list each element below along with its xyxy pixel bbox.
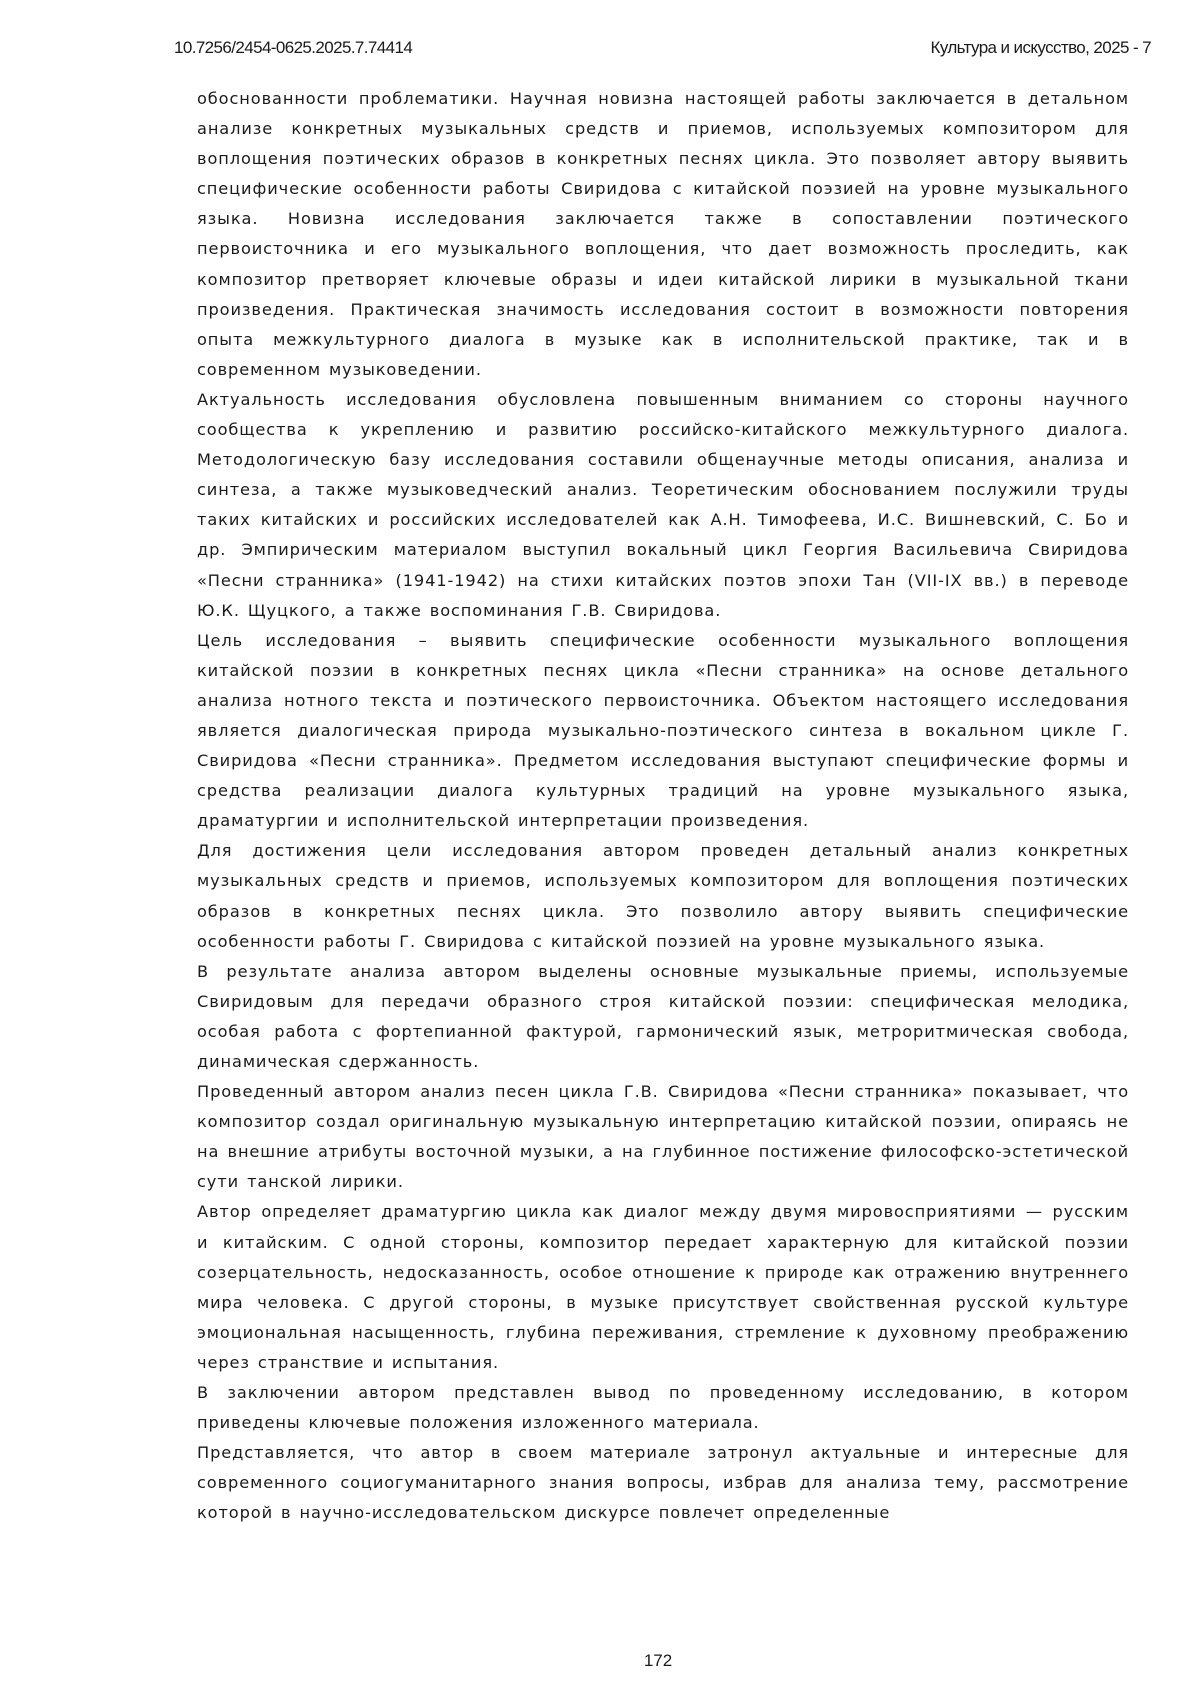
paragraph: В заключении автором представлен вывод по проведенному исследованию, в котором приведены ключевые положения изложенного материала. <box>197 1383 1129 1433</box>
paragraph: Представляется, что автор в своем материале затронул актуальные и интересные для современного социогуманитарного знания вопросы, избрав для анализа тему, рассмотрение которой в научно-исследовательском дискурсе повлечет определенные <box>197 1443 1129 1523</box>
page-number: 172 <box>643 1651 673 1670</box>
article-body <box>197 84 1129 1529</box>
paragraph: Проведенный автором анализ песен цикла Г.В. Свиридова «Песни странника» показывает, что композитор создал оригинальную музыкальную интерпретацию китайской поэзии, опираясь не на внешние атрибуты восточной музыки, а на глубинное постижение философско-эстетической сути танской лирики. <box>197 1082 1129 1192</box>
paragraph: Актуальность исследования обусловлена повышенным вниманием со стороны научного сообщества к укреплению и развитию российско-китайского межкультурного диалога. Методологическую базу исследования составили общенаучные методы описания, анализа и синтеза, а также музыковедческий анализ. Теоретическим обоснованием послужили труды таких китайских и российских исследователей как А.Н. Тимофеева, И.С. Вишневский, С. Бо и др. Эмпирическим материалом выступил вокальный цикл Георгия Васильевича Свиридова «Песни странника» (1941-1942) на стихи китайских поэтов эпохи Тан (VII-IX вв.) в переводе Ю.К. Щуцкого, а также воспоминания Г.В. Свиридова. <box>197 389 1129 620</box>
paragraph: Автор определяет драматургию цикла как диалог между двумя мировосприятиями — русским и китайским. С одной стороны, композитор передает характерную для китайской поэзии созерцательность, недосказанность, особое отношение к природе как отражению внутреннего мира человека. С другой стороны, в музыке присутствует свойственная русской культуре эмоциональная насыщенность, глубина переживания, стремление к духовному преображению через странствие и испытания. <box>197 1202 1129 1372</box>
paragraph: В результате анализа автором выделены основные музыкальные приемы, используемые Свиридовым для передачи образного строя китайской поэзии: специфическая мелодика, особая работа с фортепианной фактурой, гармонический язык, метроритмическая свобода, динамическая сдержанность. <box>197 961 1129 1071</box>
doi-header: 10.7256/2454-0625.2025.7.74414 <box>174 38 413 57</box>
paragraph: Для достижения цели исследования автором проведен детальный анализ конкретных музыкальных средств и приемов, используемых композитором для воплощения поэтических образов в конкретных песнях цикла. Это позволило автору выявить специфические особенности работы Г. Свиридова с китайской поэзией на уровне музыкального языка. <box>197 841 1129 951</box>
paragraph: обоснованности проблематики. Научная новизна настоящей работы заключается в детальном анализе конкретных музыкальных средств и приемов, используемых композитором для воплощения поэтических образов в конкретных песнях цикла. Это позволяет автору выявить специфические особенности работы Свиридова с китайской поэзией на уровне музыкального языка. Новизна исследования заключается также в сопоставлении поэтического первоисточника и его музыкального воплощения, что дает возможность проследить, как композитор претворяет ключевые образы и идеи китайской лирики в музыкальной ткани произведения. Практическая значимость исследования состоит в возможности повторения опыта межкультурного диалога в музыке как в исполнительской практике, так и в современном музыковедении. <box>197 89 1129 379</box>
journal-header: Культура и искусство, 2025 - 7 <box>930 38 1151 57</box>
paragraph: Цель исследования – выявить специфические особенности музыкального воплощения китайской поэзии в конкретных песнях цикла «Песни странника» на основе детального анализа нотного текста и поэтического первоисточника. Объектом настоящего исследования является диалогическая природа музыкально-поэтического синтеза в вокальном цикле Г. Свиридова «Песни странника». Предметом исследования выступают специфические формы и средства реализации диалога культурных традиций на уровне музыкального языка, драматургии и исполнительской интерпретации произведения. <box>197 630 1129 831</box>
